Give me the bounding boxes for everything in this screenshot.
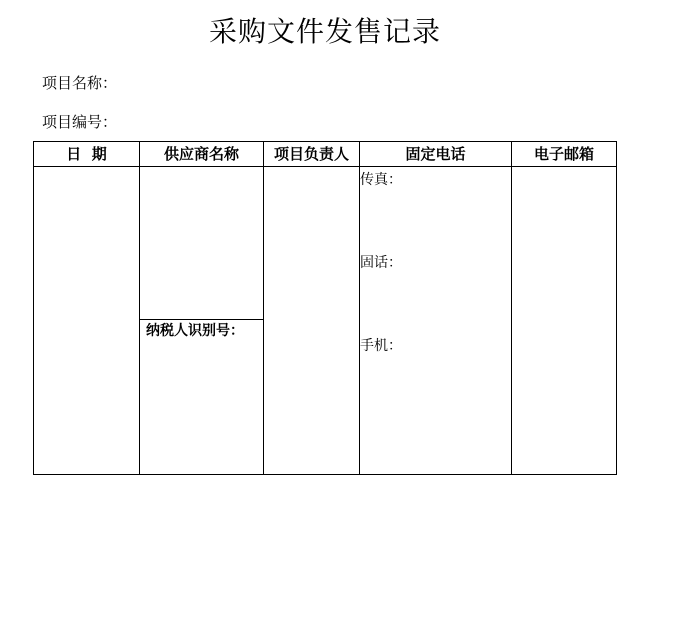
- table-left-border: [33, 141, 34, 475]
- header-project-lead: 项目负责人: [273, 145, 349, 163]
- table-bottom-border: [33, 474, 617, 475]
- column-divider-4: [511, 141, 512, 475]
- header-bottom-border: [33, 166, 617, 167]
- supplier-cell-divider: [139, 319, 263, 320]
- header-supplier-name: 供应商名称: [163, 145, 239, 163]
- landline-label: 固话：: [360, 255, 402, 271]
- header-date: 日 期: [66, 145, 107, 163]
- column-divider-1: [139, 141, 140, 475]
- project-code-label: 项目编号：: [42, 113, 118, 131]
- header-email: 电子邮箱: [533, 145, 594, 163]
- mobile-label: 手机：: [360, 338, 402, 354]
- fax-label: 传真：: [360, 172, 402, 188]
- table-right-border: [616, 141, 617, 475]
- project-name-label: 项目名称：: [42, 74, 118, 92]
- document-title: 采购文件发售记录: [208, 15, 441, 48]
- header-landline: 固定电话: [405, 145, 466, 163]
- column-divider-2: [263, 141, 264, 475]
- column-divider-3: [359, 141, 360, 475]
- taxpayer-id-label: 纳税人识别号：: [146, 323, 244, 339]
